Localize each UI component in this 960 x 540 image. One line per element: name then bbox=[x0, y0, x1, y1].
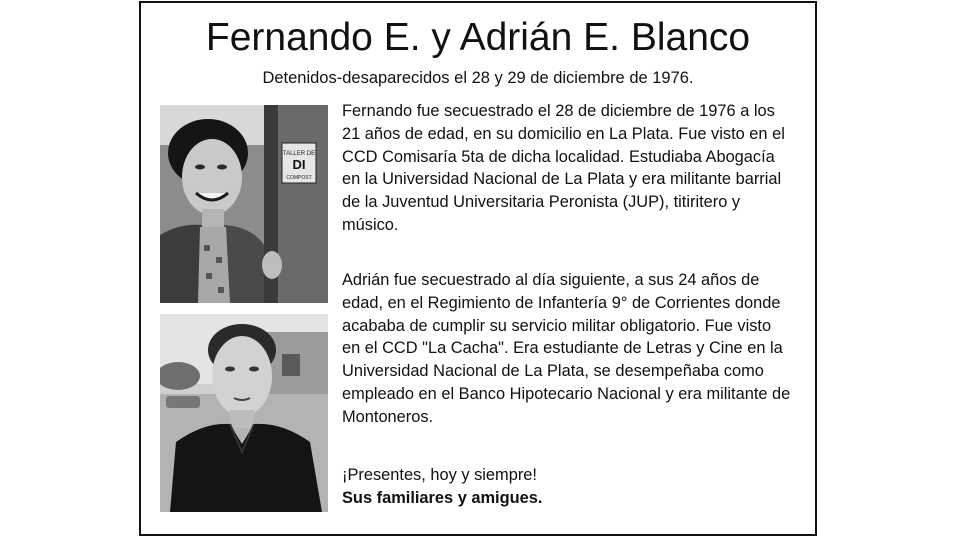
notice-frame bbox=[139, 1, 817, 536]
photo-fernando bbox=[160, 105, 328, 303]
closing bbox=[342, 464, 792, 510]
paragraph-adrian-text: Adrián fue secuestrado al día siguiente, a sus 24 años de edad, en el Regimiento de Infantería 9° de Corrientes donde acababa de cumplir su servicio militar obligatorio. Fue visto en el CCD "La Cacha". Era estudiante de Letras y Cine en la Universidad Nacional de La Plata, se desempeñaba como empleado en el Banco Hipotecario Nacional y era militante de Montoneros. bbox=[342, 271, 791, 426]
signature: Sus familiares y amigues. bbox=[342, 488, 543, 507]
sign-text-1: TALLER DE bbox=[282, 151, 316, 157]
paragraph-fernando-text: Fernando fue secuestrado el 28 de diciembre de 1976 a los 21 años de edad, en su domicilio en La Plata. Fue visto en el CCD Comisaría 5ta de dicha localidad. Estudiaba Abogacía en la Universidad Nacional de La Plata y era militante barrial de la Juventud Universitaria Peronista (JUP), titiritero y músico. bbox=[342, 102, 785, 234]
closing-line: ¡Presentes, hoy y siempre! bbox=[342, 466, 537, 484]
paragraph-fernando bbox=[342, 100, 792, 237]
photo-adrian bbox=[160, 314, 328, 512]
sign-text-2: DI bbox=[292, 157, 306, 172]
notice-subtitle: Detenidos-desaparecidos el 28 y 29 de diciembre de 1976. bbox=[262, 69, 694, 87]
sign-text-3: COMPOST bbox=[286, 175, 312, 181]
paragraph-adrian bbox=[342, 269, 792, 429]
notice-title: Fernando E. y Adrián E. Blanco bbox=[205, 16, 751, 59]
